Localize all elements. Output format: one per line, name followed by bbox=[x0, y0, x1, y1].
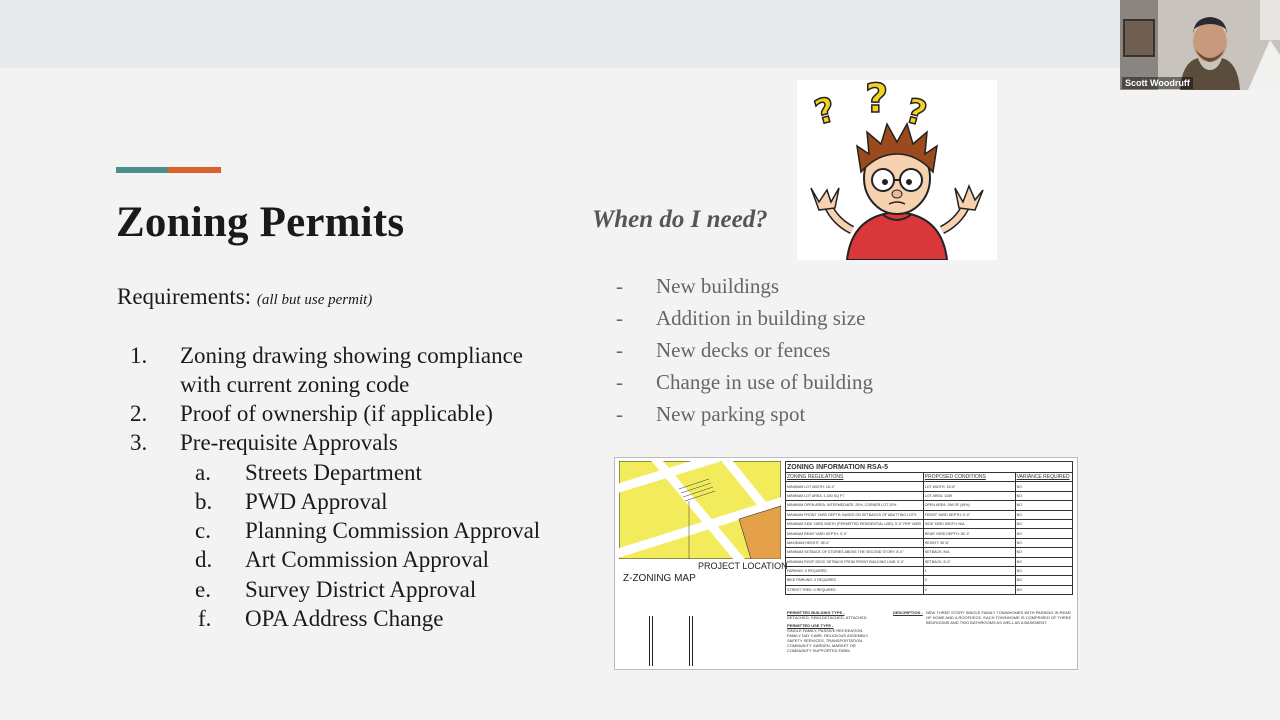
table-cell: MINIMUM ROOF DECK SETBACK FROM FRONT BUILDING LINE: 5'-0" bbox=[786, 557, 924, 566]
svg-text:?: ? bbox=[865, 80, 889, 122]
table-cell: SETBACK: 5'-0" bbox=[923, 557, 1015, 566]
zoning-map-icon bbox=[619, 461, 781, 559]
table-cell: MINIMUM SETBACK OF STORIES ABOVE THE SECOND STORY: 8'-0" bbox=[786, 548, 924, 557]
table-row bbox=[786, 557, 1073, 566]
table-row bbox=[786, 510, 1073, 519]
table-cell: NO bbox=[1015, 482, 1072, 491]
sublist-letter: d. bbox=[195, 547, 213, 572]
table-cell: NO bbox=[1015, 538, 1072, 547]
table-cell: OPEN AREA: 398 SF (49%) bbox=[923, 501, 1015, 510]
table-cell: NO bbox=[1015, 491, 1072, 500]
when-needed-heading: When do I need? bbox=[592, 206, 768, 233]
list-item: Pre-requisite Approvals bbox=[180, 430, 398, 455]
zoning-plan-drawing bbox=[614, 457, 1078, 670]
sublist-item: Survey District Approval bbox=[245, 577, 477, 602]
permitted-use: SINGLE FAMILY, PASSIVE RECREATION, FAMILY DAY CARE, RELIGIOUS ASSEMBLY, SAFETY SERVICES, TRANSPORTATION, COMMUNITY GARDEN, MARKET OR COMMUNITY SUPPORTED FARM bbox=[787, 628, 869, 653]
table-cell: SETBACK: N/A bbox=[923, 548, 1015, 557]
table-row bbox=[786, 576, 1073, 585]
table-row bbox=[786, 491, 1073, 500]
requirements-heading bbox=[117, 284, 372, 310]
table-cell: REAR YARD DEPTH: 36'-3" bbox=[923, 529, 1015, 538]
table-cell: MINIMUM LOT WIDTH: 16'-0" bbox=[786, 482, 924, 491]
permitted-building-type-label: PERMITTED BUILDING TYPE - bbox=[787, 610, 845, 615]
list-number: 3. bbox=[130, 430, 148, 455]
list-item: with current zoning code bbox=[180, 372, 410, 397]
sublist-letter: a. bbox=[195, 460, 211, 485]
table-row bbox=[786, 548, 1073, 557]
table-cell: NO bbox=[1015, 566, 1072, 575]
table-cell: NO bbox=[1015, 501, 1072, 510]
participant-name-label: Scott Woodruff bbox=[1122, 77, 1193, 89]
permitted-use-label: PERMITTED USE TYPE - bbox=[787, 623, 834, 628]
title-accent-bar bbox=[116, 167, 221, 173]
sublist-item: PWD Approval bbox=[245, 489, 388, 514]
slide-title: Zoning Permits bbox=[116, 199, 405, 246]
zoning-map-label: Z-ZONING MAP bbox=[623, 573, 696, 584]
table-cell: MAXIMUM HEIGHT: 38'-0" bbox=[786, 538, 924, 547]
zoning-info-table bbox=[785, 461, 1073, 595]
sublist-item: OPA Address Change bbox=[245, 606, 444, 631]
table-row bbox=[786, 529, 1073, 538]
table-cell: FRONT YARD DEPTH: 0'-0" bbox=[923, 510, 1015, 519]
needs-item: New decks or fences bbox=[656, 338, 831, 362]
needs-bullet: - bbox=[616, 274, 623, 298]
table-cell: HEIGHT: 35'-6" bbox=[923, 538, 1015, 547]
table-cell: PARKING: 0 REQUIRED bbox=[786, 566, 924, 575]
table-cell: LOT AREA: 1189 bbox=[923, 491, 1015, 500]
table-cell: 0 bbox=[923, 585, 1015, 594]
list-number: 2. bbox=[130, 401, 148, 426]
table-row bbox=[786, 501, 1073, 510]
accent-orange-segment bbox=[168, 167, 221, 173]
table-row bbox=[786, 538, 1073, 547]
plan-drawing-line bbox=[689, 616, 693, 666]
svg-text:?: ? bbox=[810, 89, 840, 134]
description-label: DESCRIPTION - bbox=[893, 610, 923, 615]
accent-teal-segment bbox=[116, 167, 168, 173]
table-cell: NO bbox=[1015, 519, 1072, 528]
sublist-item: Art Commission Approval bbox=[245, 547, 490, 572]
table-header: VARIANCE REQUIRED bbox=[1015, 473, 1072, 482]
table-cell: NO bbox=[1015, 585, 1072, 594]
table-cell: MINIMUM LOT AREA: 1,440 SQ FT bbox=[786, 491, 924, 500]
requirements-note: (all but use permit) bbox=[256, 292, 373, 308]
participant-video[interactable] bbox=[1120, 0, 1280, 90]
confused-cartoon-illustration bbox=[797, 80, 997, 260]
sublist-item: Streets Department bbox=[245, 460, 422, 485]
permitted-building-type: DETACHED, SEMI-DETACHED, ATTACHED bbox=[787, 615, 867, 620]
needs-bullet: - bbox=[616, 402, 623, 426]
table-row bbox=[786, 566, 1073, 575]
table-cell: STREET TREE: 0 REQUIRED bbox=[786, 585, 924, 594]
table-cell: NO bbox=[1015, 510, 1072, 519]
sublist-item: Planning Commission Approval bbox=[245, 518, 541, 543]
table-row bbox=[786, 519, 1073, 528]
list-number: 1. bbox=[130, 343, 148, 368]
svg-text:?: ? bbox=[901, 90, 931, 135]
needs-item: New buildings bbox=[656, 274, 780, 298]
zoning-table-title: ZONING INFORMATION RSA-5 bbox=[786, 462, 1073, 473]
needs-item: Change in use of building bbox=[656, 370, 873, 394]
plan-drawing-line bbox=[649, 616, 653, 666]
table-cell: 1 bbox=[923, 566, 1015, 575]
sublist-letter: c. bbox=[195, 518, 211, 543]
table-cell: BIKE PARKING: 0 REQUIRED bbox=[786, 576, 924, 585]
confused-boy-icon bbox=[797, 80, 997, 260]
table-cell: SIDE YARD WIDTH: N/A bbox=[923, 519, 1015, 528]
needs-item: New parking spot bbox=[656, 402, 806, 426]
description-text: NEW THREE STORY SINGLE FAMILY TOWNHOMES WITH PARKING IN REAR OF HOME AND A ROOFDECK. EACH TOWNHOME IS COMPRISED OF THREE BEDROOMS AND TWO BATHROOMS AS WELL AS A BASEMENT. bbox=[926, 610, 1072, 625]
list-item: Zoning drawing showing compliance bbox=[180, 343, 524, 368]
table-cell: 0 bbox=[923, 576, 1015, 585]
sublist-letter: e. bbox=[195, 577, 211, 602]
table-cell: MINIMUM FRONT YARD DEPTH: BASED ON SETBACKS OF ABUTTING LOTS bbox=[786, 510, 924, 519]
table-header: PROPOSED CONDITIONS bbox=[923, 473, 1015, 482]
table-cell: NO bbox=[1015, 548, 1072, 557]
table-cell: MINIMUM OPEN AREA: INTERMEDIATE: 25%, CORNER LOT 20% bbox=[786, 501, 924, 510]
top-toolbar-strip bbox=[0, 0, 1280, 68]
table-cell: NO bbox=[1015, 557, 1072, 566]
needs-item: Addition in building size bbox=[656, 306, 866, 330]
list-item: Proof of ownership (if applicable) bbox=[180, 401, 493, 426]
table-cell: MINIMUM REAR YARD DEPTH: 9'-0" bbox=[786, 529, 924, 538]
needs-bullet: - bbox=[616, 306, 623, 330]
table-cell: NO bbox=[1015, 529, 1072, 538]
table-cell: LOT WIDTH: 15'-6" bbox=[923, 482, 1015, 491]
table-cell: MINIMUM SIDE YARD WIDTH (PERMITTED RESIDENTIAL USE): 5'-0" PER YARD bbox=[786, 519, 924, 528]
sublist-letter: f. bbox=[198, 606, 212, 631]
requirements-label: Requirements: bbox=[117, 284, 252, 309]
sublist-letter: b. bbox=[195, 489, 213, 514]
table-row bbox=[786, 482, 1073, 491]
needs-bullet: - bbox=[616, 338, 623, 362]
table-row bbox=[786, 585, 1073, 594]
table-header: ZONING REGULATIONS bbox=[786, 473, 924, 482]
permitted-types-block bbox=[787, 610, 875, 653]
project-location-label: PROJECT LOCATION bbox=[698, 561, 788, 571]
table-cell: NO bbox=[1015, 576, 1072, 585]
needs-bullet: - bbox=[616, 370, 623, 394]
